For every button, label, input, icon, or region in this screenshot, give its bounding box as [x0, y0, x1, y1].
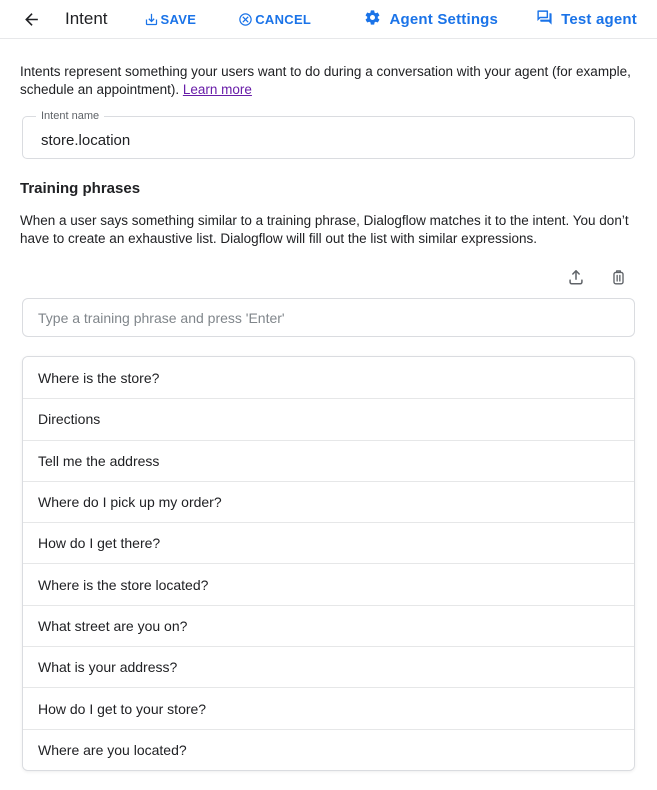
gear-icon	[364, 9, 381, 30]
intents-intro-text	[20, 63, 637, 99]
trash-icon	[609, 267, 628, 290]
training-phrase-text: Where is the store?	[38, 369, 160, 386]
top-app-bar	[0, 0, 657, 39]
training-phrase-row[interactable]	[23, 522, 634, 563]
cancel-button-label: CANCEL	[255, 11, 312, 27]
intent-name-label: Intent name	[36, 110, 104, 123]
agent-settings-label: Agent Settings	[389, 10, 499, 28]
training-phrase-row[interactable]	[23, 357, 634, 398]
intent-name-field	[22, 110, 635, 159]
training-phrase-text: How do I get there?	[38, 535, 161, 552]
training-phrase-text: Where is the store located?	[38, 576, 209, 593]
training-phrase-row[interactable]	[23, 605, 634, 646]
training-phrases-description: When a user says something similar to a training phrase, Dialogflow matches it to the intent. You don’t have to create an exhaustive list. Dialogflow will fill out the list with similar expressions.	[20, 213, 629, 246]
test-agent-button[interactable]	[536, 9, 637, 30]
training-phrase-input[interactable]	[22, 298, 635, 337]
training-phrase-text: How do I get to your store?	[38, 700, 207, 717]
intent-name-input[interactable]	[23, 117, 634, 158]
learn-more-link[interactable]: Learn more	[182, 82, 252, 97]
arrow-back-icon	[22, 10, 41, 29]
training-phrase-row[interactable]	[23, 563, 634, 604]
training-phrase-text: What street are you on?	[38, 617, 188, 634]
training-phrases-toolbar	[0, 267, 628, 289]
training-phrase-row[interactable]	[23, 687, 634, 728]
cancel-circle-x-icon	[238, 12, 253, 27]
save-alt-icon	[144, 12, 159, 27]
training-phrase-row[interactable]	[23, 646, 634, 687]
training-phrase-row[interactable]	[23, 398, 634, 439]
agent-settings-button[interactable]	[364, 9, 498, 30]
upload-button[interactable]	[566, 267, 586, 290]
training-phrase-row[interactable]	[23, 481, 634, 522]
training-phrases-heading: Training phrases	[20, 180, 141, 197]
save-button-label: SAVE	[160, 11, 197, 27]
back-button[interactable]	[22, 10, 41, 29]
training-phrase-text: Where do I pick up my order?	[38, 494, 222, 511]
training-phrase-text: Directions	[38, 411, 101, 428]
delete-button[interactable]	[609, 267, 628, 290]
training-phrase-row[interactable]	[23, 440, 634, 481]
page-title: Intent	[65, 9, 108, 28]
training-phrase-text: Tell me the address	[38, 452, 160, 469]
training-phrase-text: What is your address?	[38, 659, 178, 676]
upload-icon	[566, 267, 586, 290]
training-phrase-row[interactable]	[23, 729, 634, 770]
forum-chat-icon	[536, 9, 553, 30]
intents-intro-body: Intents represent something your users want to do during a conversation with your agent (for example, schedule an appointment).	[20, 64, 631, 97]
test-agent-label: Test agent	[561, 10, 637, 28]
cancel-button[interactable]	[238, 12, 311, 27]
training-phrases-list	[22, 356, 635, 771]
save-button[interactable]	[144, 12, 197, 27]
training-phrase-text: Where are you located?	[38, 741, 187, 758]
